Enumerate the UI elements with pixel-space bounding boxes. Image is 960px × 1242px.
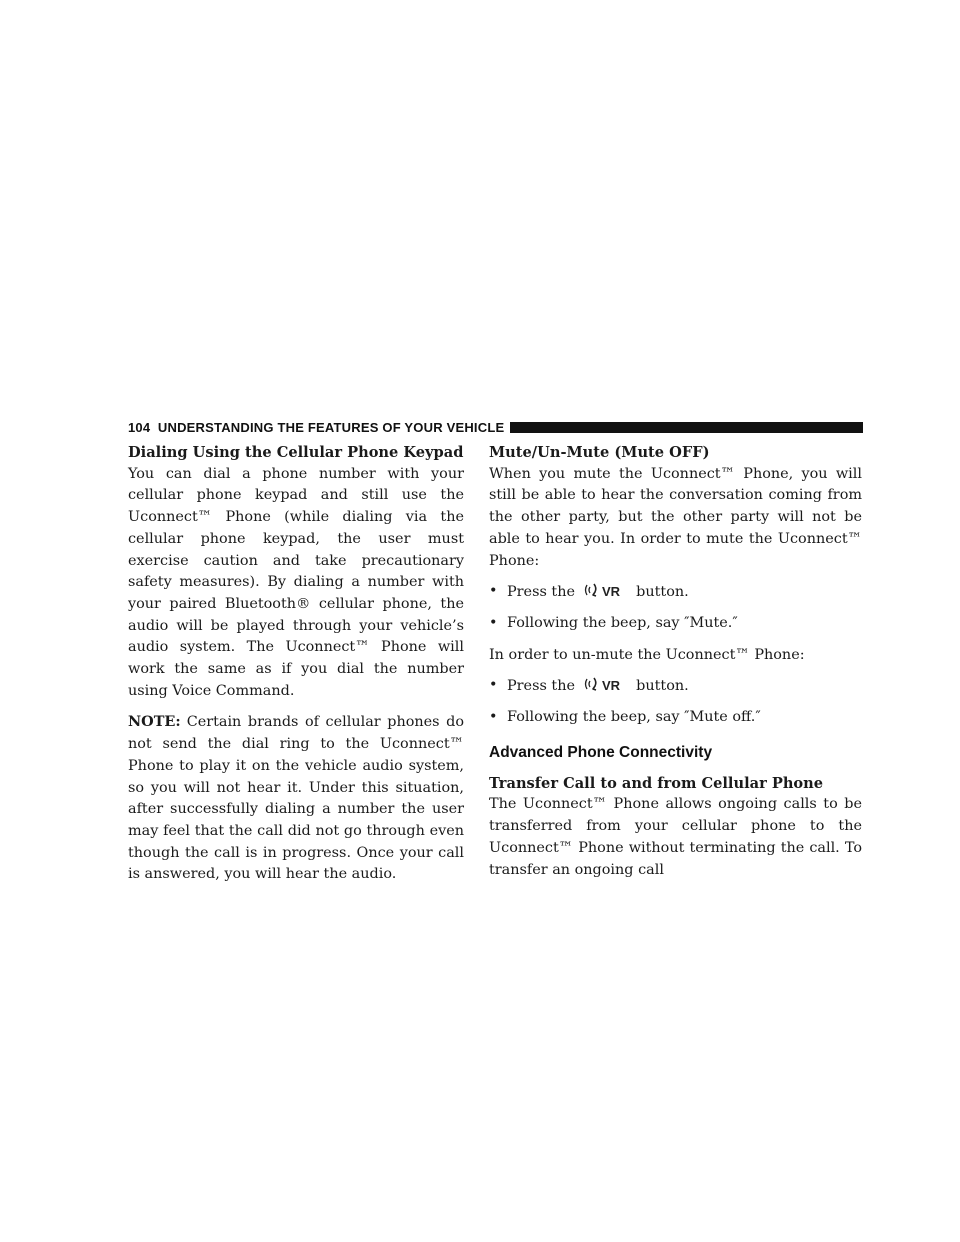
page-header [128,418,863,436]
unmute-steps-list [489,675,862,728]
svg-text:VR: VR [601,678,620,694]
mute-steps-list [489,581,862,634]
heading-advanced-connectivity: Advanced Phone Connectivity [489,743,713,761]
voice-recognition-icon [584,675,628,693]
list-item: • Following the beep, say ″Mute.″ [489,613,862,635]
section-title: UNDERSTANDING THE FEATURES OF YOUR VEHICLE [157,419,505,435]
left-column [128,442,464,895]
list-item: • Press the VR button. [489,581,862,604]
right-column [489,442,862,890]
svg-text:VR: VR [601,584,620,600]
paragraph-transfer: The Uconnect™ Phone allows ongoing calls to be transferred from your cellular phone to the Uconnect™ Phone without terminating the call. To transfer an ongoing call [489,796,862,878]
note-label: NOTE: [128,713,181,731]
page-number: 104 [128,419,151,435]
heading-mute: Mute/Un-Mute (Mute OFF) [489,444,710,461]
paragraph-unmute-intro: In order to un-mute the Uconnect™ Phone: [489,646,805,663]
header-rule [510,422,863,433]
note-text: Certain brands of cellular phones do not send the dial ring to the Uconnect™ Phone to play it on the vehicle audio system, so you will not hear it. Under this situation, after successfully dialing a number the user may feel that the call did not go through even though the call is in progress. Once your call is answered, you will hear the audio. [128,714,464,883]
heading-dialing-keypad: Dialing Using the Cellular Phone Keypad [128,444,464,461]
list-item: • Following the beep, say ″Mute off.″ [489,707,862,729]
page-header-text [128,420,504,435]
list-item: • Press the VR button. [489,675,862,698]
heading-transfer-call: Transfer Call to and from Cellular Phone [489,774,824,792]
note-paragraph [128,711,464,886]
voice-recognition-icon [584,581,628,599]
paragraph-mute: When you mute the Uconnect™ Phone, you will still be able to hear the conversation coming from the other party, but the other party will not be able to hear you. In order to mute the Uconnect™ Phone: [489,465,862,569]
paragraph-dialing: You can dial a phone number with your cellular phone keypad and still use the Uconnect™ Phone (while dialing via the cellular phone keypad, the user must exercise caution and take precautionary safety measures). By dialing a number with your paired Bluetooth® cellular phone, the audio will be played through your vehicle’s audio system. The Uconnect™ Phone will work the same as if you dial the number using Voice Command. [128,465,464,699]
